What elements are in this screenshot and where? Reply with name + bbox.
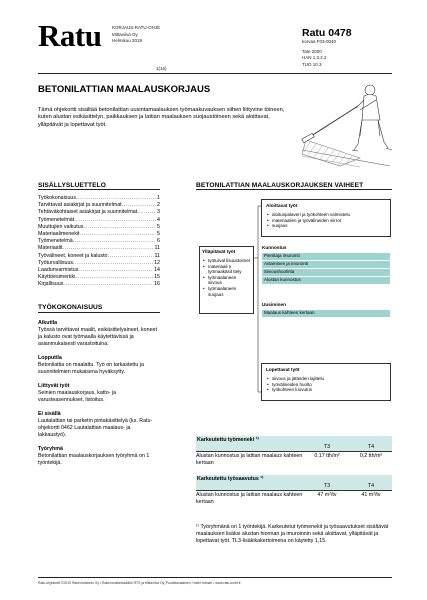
work-package-divider [38,312,160,313]
header-codes [302,27,352,68]
section-title: Liittyvät työt [38,383,70,389]
work-package-heading: TYÖKOKONAISUUS [38,304,103,311]
toc-item[interactable]: Kirjallisuus ..... 16 [38,281,160,288]
section-text: Seinien maalauskorjaus, katto- ja varusteasennukset, listoitus. [38,390,117,403]
phase-step: Pienttaja imurointi [262,253,390,260]
replaces: korvaa F03-0040 [302,39,337,44]
table-title: Karkeutettu työmeneki ¹⁾ [196,436,392,444]
toc-item[interactable]: Muuttujien vaikutus ..... 5 [38,224,160,231]
card-id: Ratu 0478 [302,27,352,39]
ratu-logo: Ratu [38,18,102,53]
box-item: • työkohteen luovutus [266,387,386,393]
col-t4: T4 [367,483,375,489]
box-item: • työvälineiden huolto [266,382,386,388]
date: Helmikuu 2019 [112,38,143,44]
section-title: Ei sisällä [38,411,61,417]
header-meta [112,25,160,45]
toc-item[interactable]: Käyttöesimerkki ..... 15 [38,274,160,281]
toc-item[interactable]: Työturvallisuus ..... 12 [38,260,160,267]
box-item: • aloituspalaveri ja työkohteen valmistelu [266,212,386,218]
box-item: • työturval lisuustoimet [202,258,251,264]
box-item: • siivous ja jätteiden lajittelu [266,376,386,382]
work-package-body [38,320,160,467]
section-text: Betonilattian maalauskorjauksen työryhmä on 1 työntekijä. [38,453,150,466]
painter-illustration [300,80,394,168]
tate-code: Tate 2000 [302,48,322,54]
box-title: Aloittavat työt [266,203,298,208]
section-text: Työssä tarvittavat maalit, esikäsittelyaineet, koneet ja kalusto ovat työmaalla käytettävissä ja asianmukaisesti varastoituina. [38,327,157,347]
intro-text: Tämä ohjekortti sisältää betonilattian uusintamaalauksen työmaakuvauksen siihen liittyvine töineen, kuten alustan esikäsittelyn, paikkauksen ja lattian maalauksen suojaustöineen sekä aloittavat, ylläpitävät ja lopettavat työt. [38,107,285,128]
work-input-table [196,436,392,467]
cell-t3: 0,17 tth/m² [314,453,340,459]
toc-item[interactable]: Työkokonaisuus ..... 1 [38,195,160,202]
renewal-phase [262,302,390,318]
box-title: Ylläpitävät työt [202,249,236,254]
table-title: Karkeutettu työsaavutus ¹⁾ [196,475,392,483]
box-item: • materiaali n työmaakäsit ttely [202,264,251,275]
cell-t4: 0,2 tth/m² [359,453,383,459]
work-output-table [196,475,392,506]
section-title: Lopputila [38,355,62,361]
page-number: 1(16) [156,66,167,71]
phase-step: Avtaminen ja imurointi [262,261,390,268]
section-text: Lautalattian tai parketin pintakäsittelyä (ks. Ratu-ohjekortti 0462 Lautalattian maalaus- ja lakkaustyö). [38,418,153,438]
table-header [196,444,392,451]
phase-step: Alustan kunnostus [262,277,390,284]
toc-item[interactable]: Laadunvarmistus ..... 14 [38,267,160,274]
cell-t3: 47 m²/tv [317,492,337,498]
box-item: • työmaalaneen suojaus [202,286,251,297]
maintenance-works-box [199,246,254,314]
toc-heading: SISÄLLYSLUETTELO [38,182,107,189]
col-t3: T3 [323,483,331,489]
toc-item[interactable]: Tarvittavat asiakirjat ja suunnitelmat ..... 2 [38,202,160,209]
row-label: Alustan kunnostus ja lattian maalaus kahteen kertaan [196,453,303,466]
tuo-code: TUO 10.3 [302,61,322,67]
row-label: Alustan kunnostus ja lattian maalaus kahteen kertaan [196,492,303,505]
diagram-divider [196,189,392,190]
toc-item[interactable]: Materiaalit ..... 11 [38,245,160,252]
section-title: Työryhmä [38,446,63,452]
ending-works-box [261,363,391,401]
box-item: • työmaalaneen siivous [202,275,251,286]
repair-phase [262,245,390,285]
box-item: • suojaus [266,223,386,229]
toc-divider [38,189,160,190]
section-title: Aikutila [38,320,58,326]
table-of-contents [38,195,160,289]
box-item: • materiaalien ja työvälineiden siirrot [266,218,386,224]
footnote: ¹⁾ Työryhmänä on 1 työntekijä. Karkeutetut työmenekit ja työsaavutukset sisältävät maalauksen lisäksi alustan hionnan ja imuroinnin sekä aloittavat, ylläpitävät ja lopettavat työt. TL3-lisäkikakertoimena on käytetty 1,15. [196,524,389,544]
diagram-heading: BETONILATTIAN MAALAUSKORJAUKSEN VAIHEET [196,182,364,189]
card-type: KORJAUS-RATU-OHJE [112,25,161,30]
toc-item[interactable]: Tehtäväkohtaiset asiakirjat ja suunnitelmat ..... 3 [38,209,160,216]
toc-item[interactable]: Työmenetelmä ..... 6 [38,238,160,245]
section-text: Betonilattia on maalattu. Työ on tarkastettu ja suunnitelmien mukaisena hyväksytty. [38,362,144,375]
col-t3: T3 [323,444,331,450]
han-code: HAN 1.3.2.2 [302,55,327,61]
page-title: BETONILATTIAN MAALAUSKORJAUS [38,84,211,95]
toc-item[interactable]: Materiaalimenekit ..... 5 [38,231,160,238]
toc-item[interactable]: Työmenetelmät ..... 4 [38,217,160,224]
toc-item[interactable]: Työvälineet, koneet ja kalusto ..... 11 [38,253,160,260]
phase-heading: Uusiminen [262,302,286,307]
phase-step: Siivoushuolinta [262,269,390,276]
phase-heading: Kunnostus [262,245,287,250]
footer-text: Ratu-ohjekortit ©2019 Rakennustieto Oy • Rakennustietosäätiö RTS ja Mittaviiva Oy, Puolistavalainen, Hatti Hotman • www.ratu-kortit.fi [38,581,241,585]
table-header [196,483,392,490]
header-divider [38,73,392,74]
company: Mittaviiva Oy [112,31,138,37]
footer-divider [38,577,392,578]
table-row [196,451,392,467]
col-t4: T4 [367,444,375,450]
box-title: Lopettavat työt [266,367,300,372]
phase-step: Maalaus kahteen kertaan [262,310,390,317]
starting-works-box [261,199,391,237]
cell-t4: 41 m²/tv [361,492,381,498]
table-row [196,490,392,506]
